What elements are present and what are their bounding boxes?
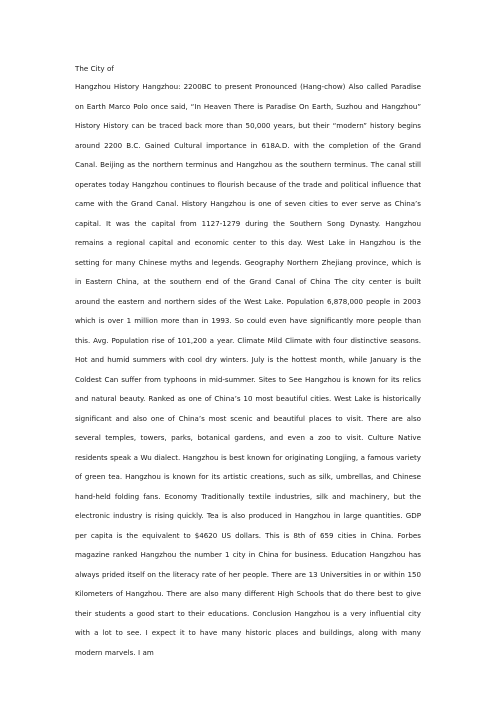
document-title: The City of [75,64,114,73]
document-body: Hangzhou History Hangzhou: 2200BC to present Pronounced (Hang-chow) Also called Paradise on Earth Marco Polo once said, “In Heaven There is Paradise On Earth, Suzhou and Hangzhou” History History can be traced back more than 50,000 years, but their “modern” history begins around 2200 B.C. Gained Cultural importance in 618A.D. with the completion of the Grand Canal. Beijing as the northern terminus and Hangzhou as the southern terminus. The canal still operates today Hangzhou continues to flourish because of the trade and political influence that came with the Grand Canal. History Hangzhou is one of seven cities to ever serve as China’s capital. It was the capital from 1127-1279 during the Southern Song Dynasty. Hangzhou remains a regional capital and economic center to this day. West Lake in Hangzhou is the setting for many Chinese myths and legends. Geography Northern Zhejiang province, which is in Eastern China, at the southern end of the Grand Canal of China The city center is built around the eastern and northern sides of the West Lake. Population 6,878,000 people in 2003 which is over 1 million more than in 1993. So could even have significantly more people than this. Avg. Population rise of 101,200 a year. Climate Mild Climate with four distinctive seasons. Hot and humid summers with cool dry winters. July is the hottest month, while January is the Coldest Can suffer from typhoons in mid-summer. Sites to See Hangzhou is known for its relics and natural beauty. Ranked as one of China’s 10 most beautiful cities. West Lake is historically significant and also one of China’s most scenic and beautiful places to visit. There are also several temples, towers, parks, botanical gardens, and even a zoo to visit. Culture Native residents speak a Wu dialect. Hangzhou is best known for originating Longjing, a famous variety of green tea. Hangzhou is known for its artistic creations, such as silk, umbrellas, and Chinese hand-held folding fans. Economy Traditionally textile industries, silk and machinery, but the electronic industry is rising quickly. Tea is also produced in Hangzhou in large quantities. GDP per capita is the equivalent to $4620 US dollars. This is 8th of 659 cities in China. Forbes magazine ranked Hangzhou the number 1 city in China for business. Education Hangzhou has always prided itself on the literacy rate of her people. There are 13 Universities in or within 150 Kilometers of Hangzhou. There are also many different High Schools that do there best to give their students a good start to their educations. Conclusion Hangzhou is a very influential city with a lot to see. I expect it to have many historic places and buildings, along with many modern marvels. I am [75,82,421,657]
document-content [75,61,421,662]
